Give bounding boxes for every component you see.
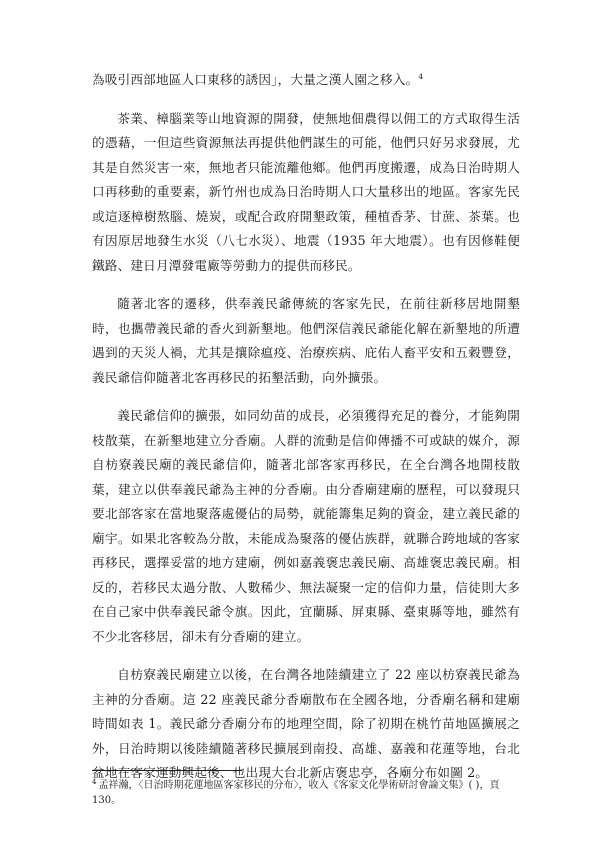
footnote-ref-4[interactable]: 4 — [418, 71, 424, 81]
footnote — [92, 778, 520, 808]
paragraph-3: 隨著北客的遷移，供奉義民爺傳統的客家先民，在前往新移居地開墾時，也攜帶義民爺的香火到新墾地。他們深信義民爺能化解在新墾地的所遭遇到的天災人禍，尤其是攘除瘟疫、治療疾病、庇佑人畜平安和五穀豐登，義民爺信仰隨著北客再移民的拓墾活動，向外擴張。 — [92, 296, 520, 385]
body-text — [92, 68, 520, 800]
paragraph-1 — [92, 68, 520, 93]
footnote-divider — [92, 770, 242, 771]
paragraph-1-text: 為吸引西部地區人口東移的誘因」，大量之漢人園之移入。 — [92, 72, 419, 87]
footnote-text: 孟祥瀚，〈日治時期花蓮地區客家移民的分布〉，收入《客家文化學術研討會論文集》( )，頁 130。 — [92, 780, 500, 806]
footnote-number: 4 — [92, 777, 97, 786]
paragraph-5: 自枋寮義民廟建立以後，在台灣各地陸續建立了 22 座以枋寮義民爺為主神的分香廟。這 22 座義民爺分香廟散布在全國各地，分香廟名稱和建廟時間如表 1。義民爺分香廟分布的地理空間，除了初期在桃竹苗地區擴展之外，日治時期以後陸續隨著移民擴展到南投、高雄、嘉義和花蓮等地，台北盆地在客家運動興起後、也出現大台北新店褒忠亭，各廟分布如圖 2。 — [92, 667, 520, 780]
paragraph-4: 義民爺信仰的擴張，如同幼苗的成長，必須獲得充足的養分，才能夠開枝散葉，在新墾地建立分香廟。人群的流動是信仰傳播不可或缺的媒介，源自枋寮義民廟的義民爺信仰，隨著北部客家再移民，在全台灣各地開枝散葉，建立以供奉義民爺為主神的分香廟。由分香廟建廟的歷程，可以發現只要北部客家在當地聚落處優佔的局勢，就能籌集足夠的資金，建立義民爺的廟宇。如果北客較為分散，未能成為聚落的優佔族群，就聯合跨地域的客家再移民，選擇妥當的地方建廟，例如嘉義褒忠義民廟、高雄褒忠義民廟。相反的，若移民太過分散、人數稀少、無法凝聚一定的信仰力量，信徒則大多在自己家中供奉義民爺令旗。因此，宜蘭縣、屏東縣、臺東縣等地，雖然有不少北客移居，卻未有分香廟的建立。 — [92, 408, 520, 644]
paragraph-2: 茶業、樟腦業等山地資源的開發，使無地佃農得以佣工的方式取得生活的憑藉，一但這些資源無法再提供他們謀生的可能，他們只好另求發展，尤其是自然災害一來，無地者只能流離他鄉。他們再度搬遷，成為日治時期人口再移動的重要素，新竹州也成為日治時期人口大量移出的地區。客家先民或這逐樟樹熬腦、燒炭，或配合政府開墾政策，種植香茅、甘蔗、茶葉。也有因原居地發生水災（八七水災）、地震（1935 年大地震）。也有因修鞋便鐵路、建日月潭發電廠等勞動力的提供而移民。 — [92, 110, 520, 273]
